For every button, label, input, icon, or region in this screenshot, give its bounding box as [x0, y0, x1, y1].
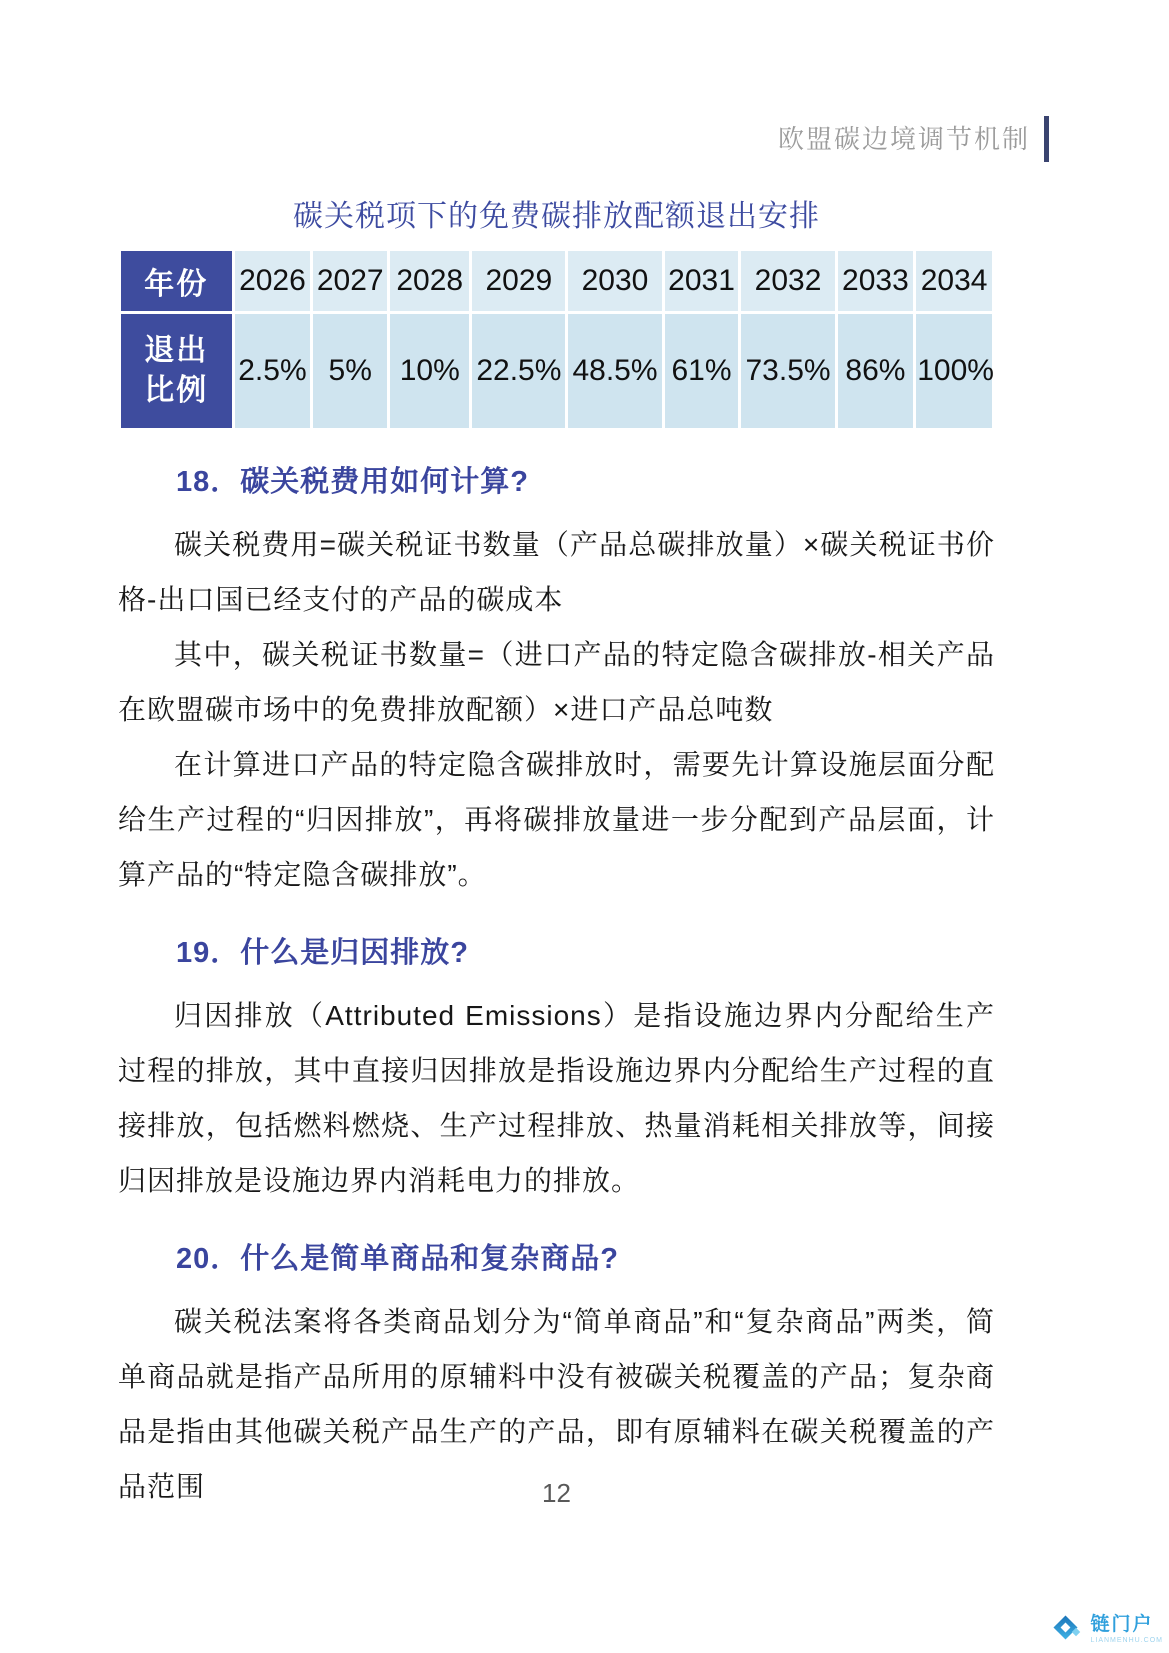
- ratio-cell: 100%: [915, 313, 994, 430]
- year-cell: 2026: [233, 250, 312, 313]
- table-row-ratios: [120, 313, 994, 430]
- lianmenhu-logo: [1054, 1613, 1163, 1645]
- year-cell: 2030: [567, 250, 663, 313]
- year-cell: 2033: [836, 250, 915, 313]
- table-row-years: [120, 250, 994, 313]
- section-heading-q19: 19．什么是归因排放?: [176, 937, 469, 969]
- logo-text: [1090, 1615, 1163, 1644]
- paragraph: 碳关税法案将各类商品划分为“简单商品”和“复杂商品”两类，简单商品就是指产品所用的原辅料中没有被碳关税覆盖的产品；复杂商品是指由其他碳关税产品生产的产品，即有原辅料在碳关税覆盖的产品范围: [118, 1306, 995, 1502]
- ratio-row-header: [120, 313, 234, 430]
- header-accent-bar: [1044, 116, 1049, 162]
- logo-title: 链门户: [1090, 1613, 1154, 1635]
- ratio-cell: 48.5%: [567, 313, 663, 430]
- year-cell: 2034: [915, 250, 994, 313]
- ratio-cell: 22.5%: [471, 313, 567, 430]
- year-cell: 2032: [740, 250, 836, 313]
- section-heading-q18: 18．碳关税费用如何计算?: [176, 466, 529, 498]
- ratio-cell: 86%: [836, 313, 915, 430]
- section-heading-q20: 20．什么是简单商品和复杂商品?: [176, 1243, 619, 1275]
- table-title: 碳关税项下的免费碳排放配额退出安排: [293, 200, 820, 233]
- logo-domain: LIANMENHU.COM: [1090, 1636, 1163, 1644]
- ratio-cell: 10%: [389, 313, 471, 430]
- paragraph: 归因排放（Attributed Emissions）是指设施边界内分配给生产过程的排放，其中直接归因排放是指设施边界内分配给生产过程的直接排放，包括燃料燃烧、生产过程排放、热量消耗相关排放等，间接归因排放是设施边界内消耗电力的排放。: [118, 1000, 995, 1196]
- year-cell: 2031: [663, 250, 740, 313]
- year-cell: 2028: [389, 250, 471, 313]
- free-allowance-phaseout-table: [118, 248, 995, 431]
- year-row-header: 年份: [120, 250, 234, 313]
- ratio-cell: 73.5%: [740, 313, 836, 430]
- paragraph: 其中，碳关税证书数量=（进口产品的特定隐含碳排放-相关产品在欧盟碳市场中的免费排放配额）×进口产品总吨数: [118, 639, 995, 725]
- year-cell: 2027: [312, 250, 389, 313]
- paragraph: 在计算进口产品的特定隐含碳排放时，需要先计算设施层面分配给生产过程的“归因排放”，再将碳排放量进一步分配到产品层面，计算产品的“特定隐含碳排放”。: [118, 749, 995, 890]
- ratio-cell: 5%: [312, 313, 389, 430]
- page-header-title: 欧盟碳边境调节机制: [777, 124, 1030, 154]
- ratio-cell: 61%: [663, 313, 740, 430]
- year-cell: 2029: [471, 250, 567, 313]
- diamond-logo-icon: [1054, 1613, 1084, 1645]
- ratio-header-line1: 退出: [144, 334, 209, 367]
- page-header: [778, 116, 1049, 162]
- ratio-cell: 2.5%: [233, 313, 312, 430]
- paragraph: 碳关税费用=碳关税证书数量（产品总碳排放量）×碳关税证书价格-出口国已经支付的产品的碳成本: [118, 529, 995, 615]
- ratio-header-line2: 比例: [144, 374, 209, 407]
- page-number: 12: [542, 1478, 571, 1508]
- page-content: [118, 198, 995, 1514]
